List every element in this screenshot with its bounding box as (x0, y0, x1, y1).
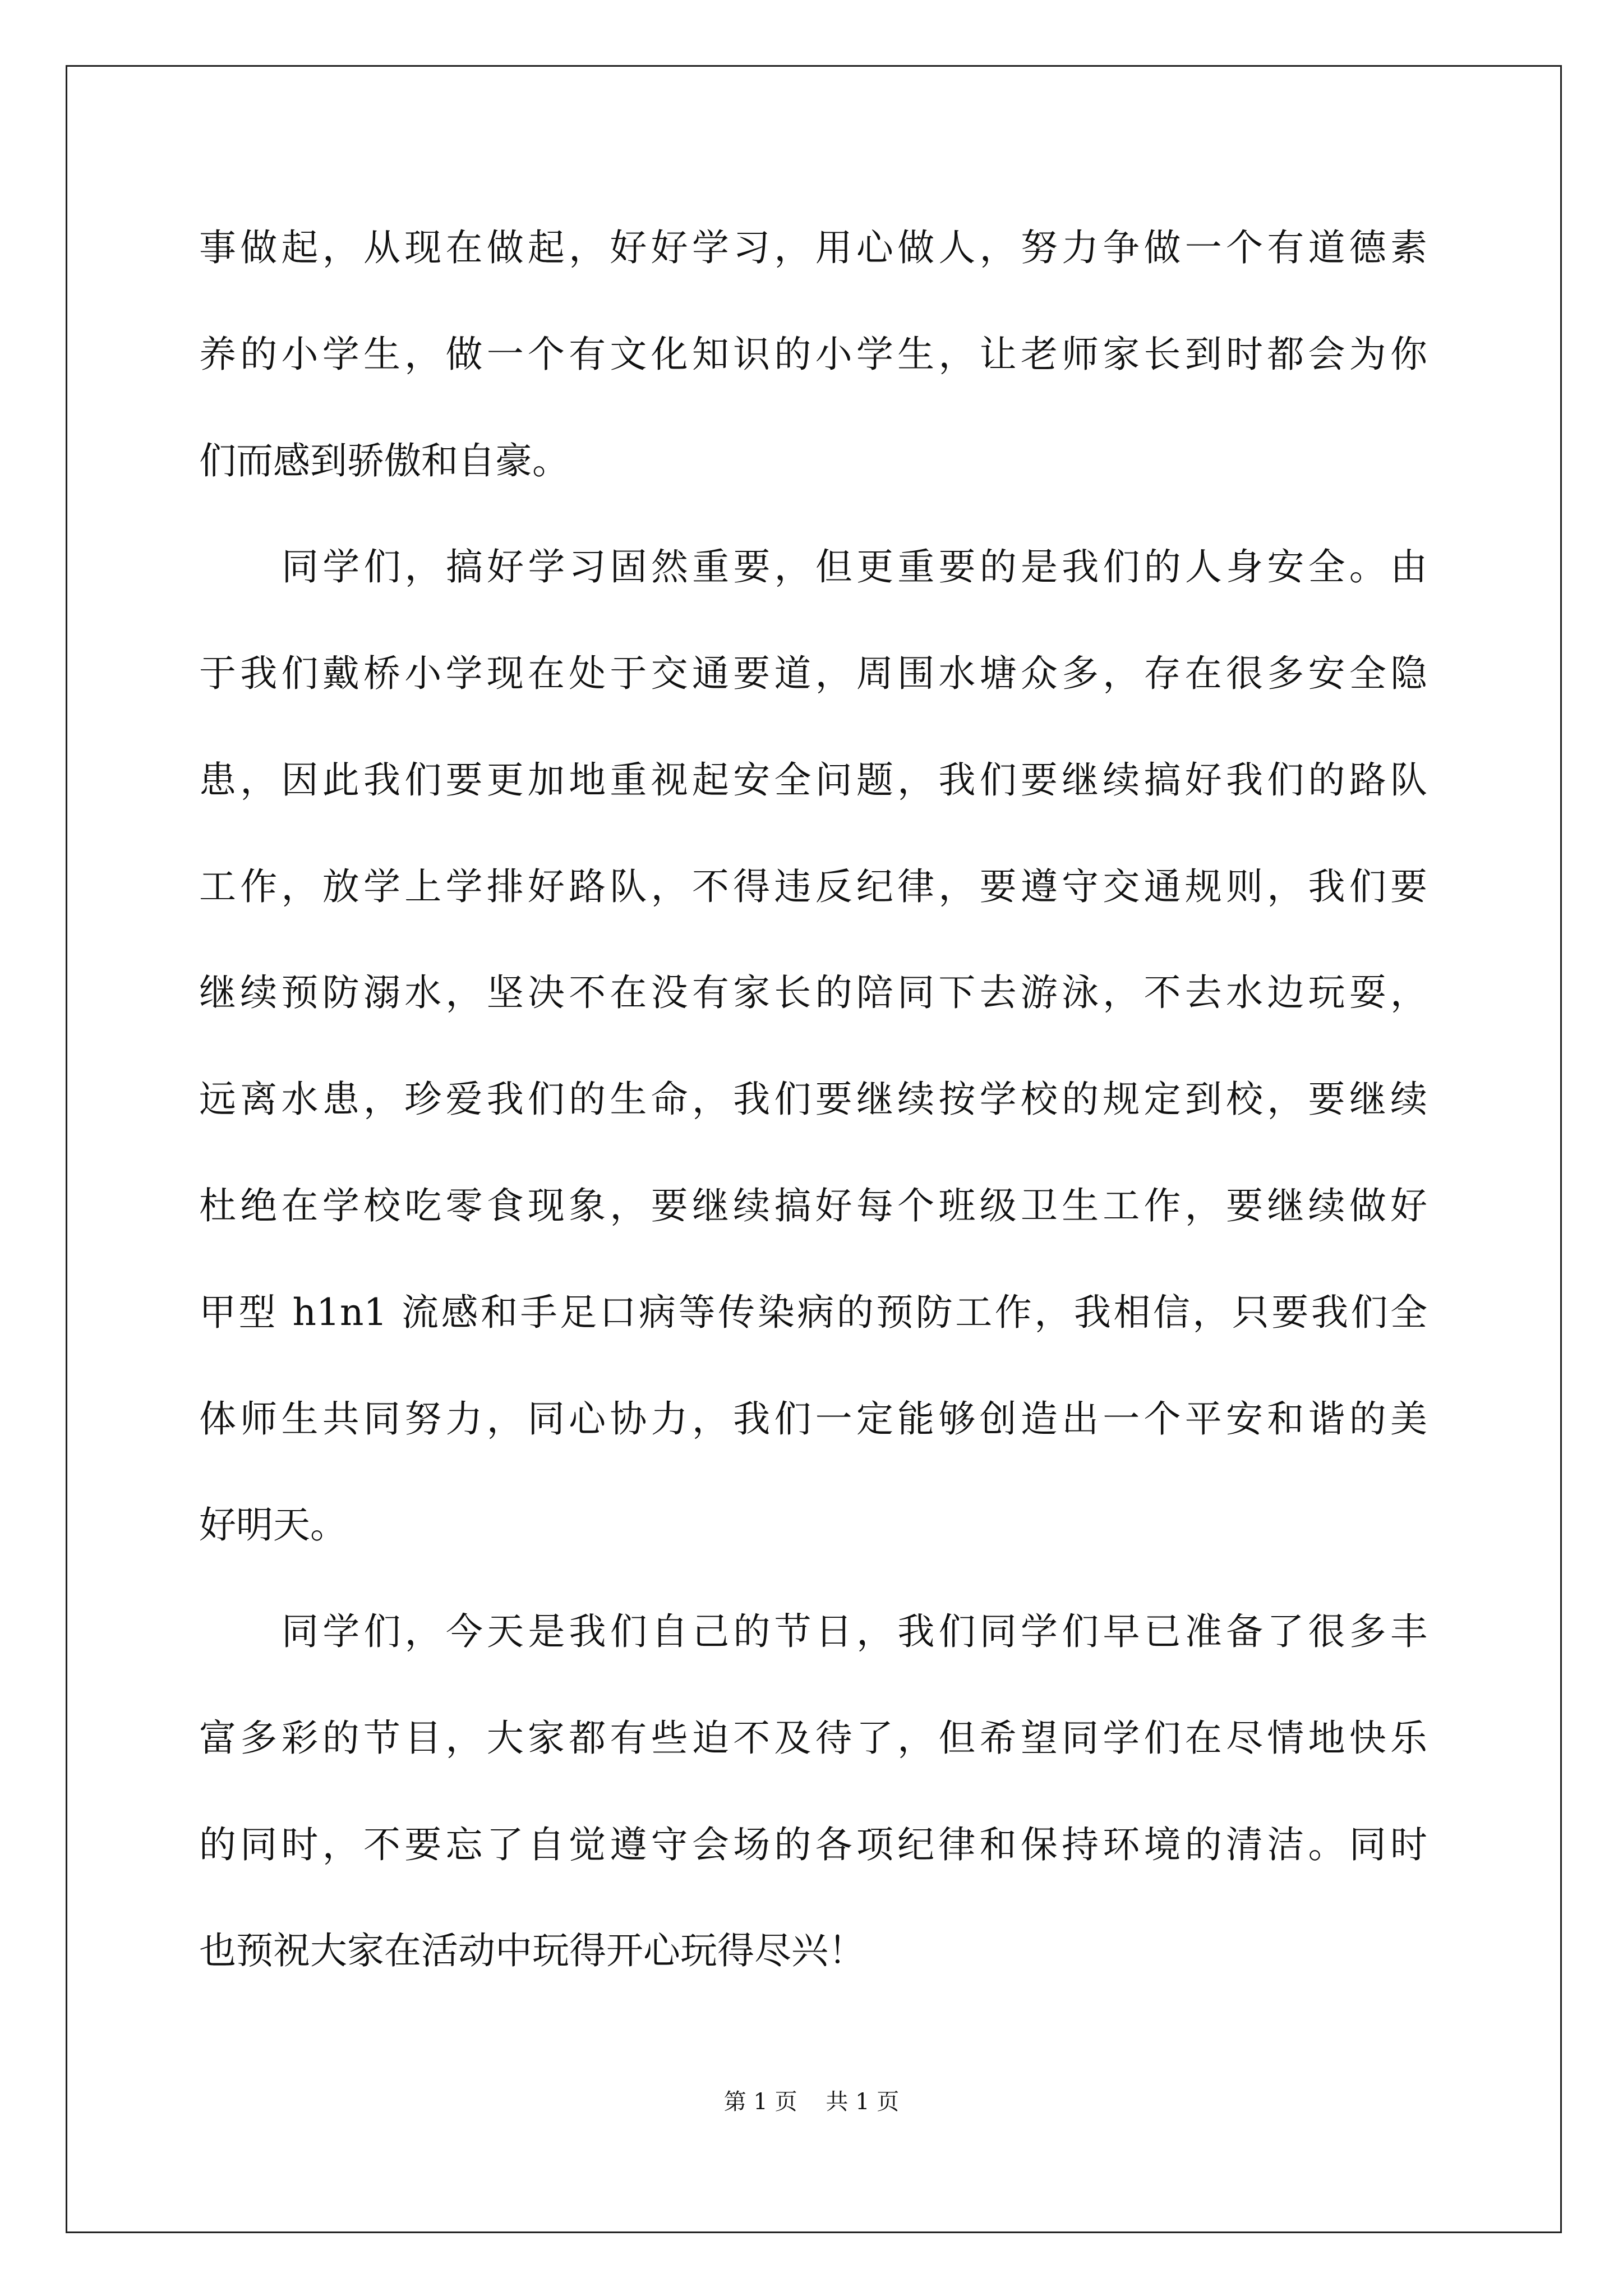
paragraph-2-line-6: 远离水患，珍爱我们的生命，我们要继续按学校的规定到校，要继续 (199, 1078, 1427, 1121)
paragraph-2-line-8: 甲型 h1n1 流感和手足口病等传染病的预防工作，我相信，只要我们全 (199, 1291, 1427, 1334)
paragraph-2-line-9: 体师生共同努力，同心协力，我们一定能够创造出一个平安和谐的美 (199, 1397, 1427, 1441)
paragraph-1-line-3: 们而感到骄傲和自豪。 (199, 439, 569, 482)
paragraph-2-line-4: 工作，放学上学排好路队，不得违反纪律，要遵守交通规则，我们要 (199, 865, 1427, 908)
paragraph-2-line-2: 于我们戴桥小学现在处于交通要道，周围水塘众多，存在很多安全隐 (199, 652, 1427, 695)
paragraph-2-line-3: 患，因此我们要更加地重视起安全问题，我们要继续搞好我们的路队 (199, 758, 1427, 802)
paragraph-1-line-1: 事做起，从现在做起，好好学习，用心做人，努力争做一个有道德素 (199, 226, 1427, 269)
page-footer: 第 1 页 共 1 页 (723, 2089, 900, 2115)
paragraph-2-line-10: 好明天。 (199, 1503, 347, 1547)
paragraph-3-line-1: 同学们，今天是我们自己的节日，我们同学们早已准备了很多丰 (282, 1610, 1427, 1653)
paragraph-2-line-1: 同学们，搞好学习固然重要，但更重要的是我们的人身安全。由 (282, 545, 1427, 588)
paragraph-3-line-2: 富多彩的节目，大家都有些迫不及待了，但希望同学们在尽情地快乐 (199, 1717, 1427, 1760)
paragraph-3-line-4: 也预祝大家在活动中玩得开心玩得尽兴！ (199, 1929, 865, 1972)
paragraph-1-line-2: 养的小学生，做一个有文化知识的小学生，让老师家长到时都会为你 (199, 333, 1427, 376)
paragraph-3-line-3: 的同时，不要忘了自觉遵守会场的各项纪律和保持环境的清洁。同时 (199, 1823, 1427, 1866)
page-border (66, 65, 1562, 2233)
paragraph-2-line-5: 继续预防溺水，坚决不在没有家长的陪同下去游泳，不去水边玩耍， (199, 971, 1427, 1014)
paragraph-2-line-7: 杜绝在学校吃零食现象，要继续搞好每个班级卫生工作，要继续做好 (199, 1184, 1427, 1227)
